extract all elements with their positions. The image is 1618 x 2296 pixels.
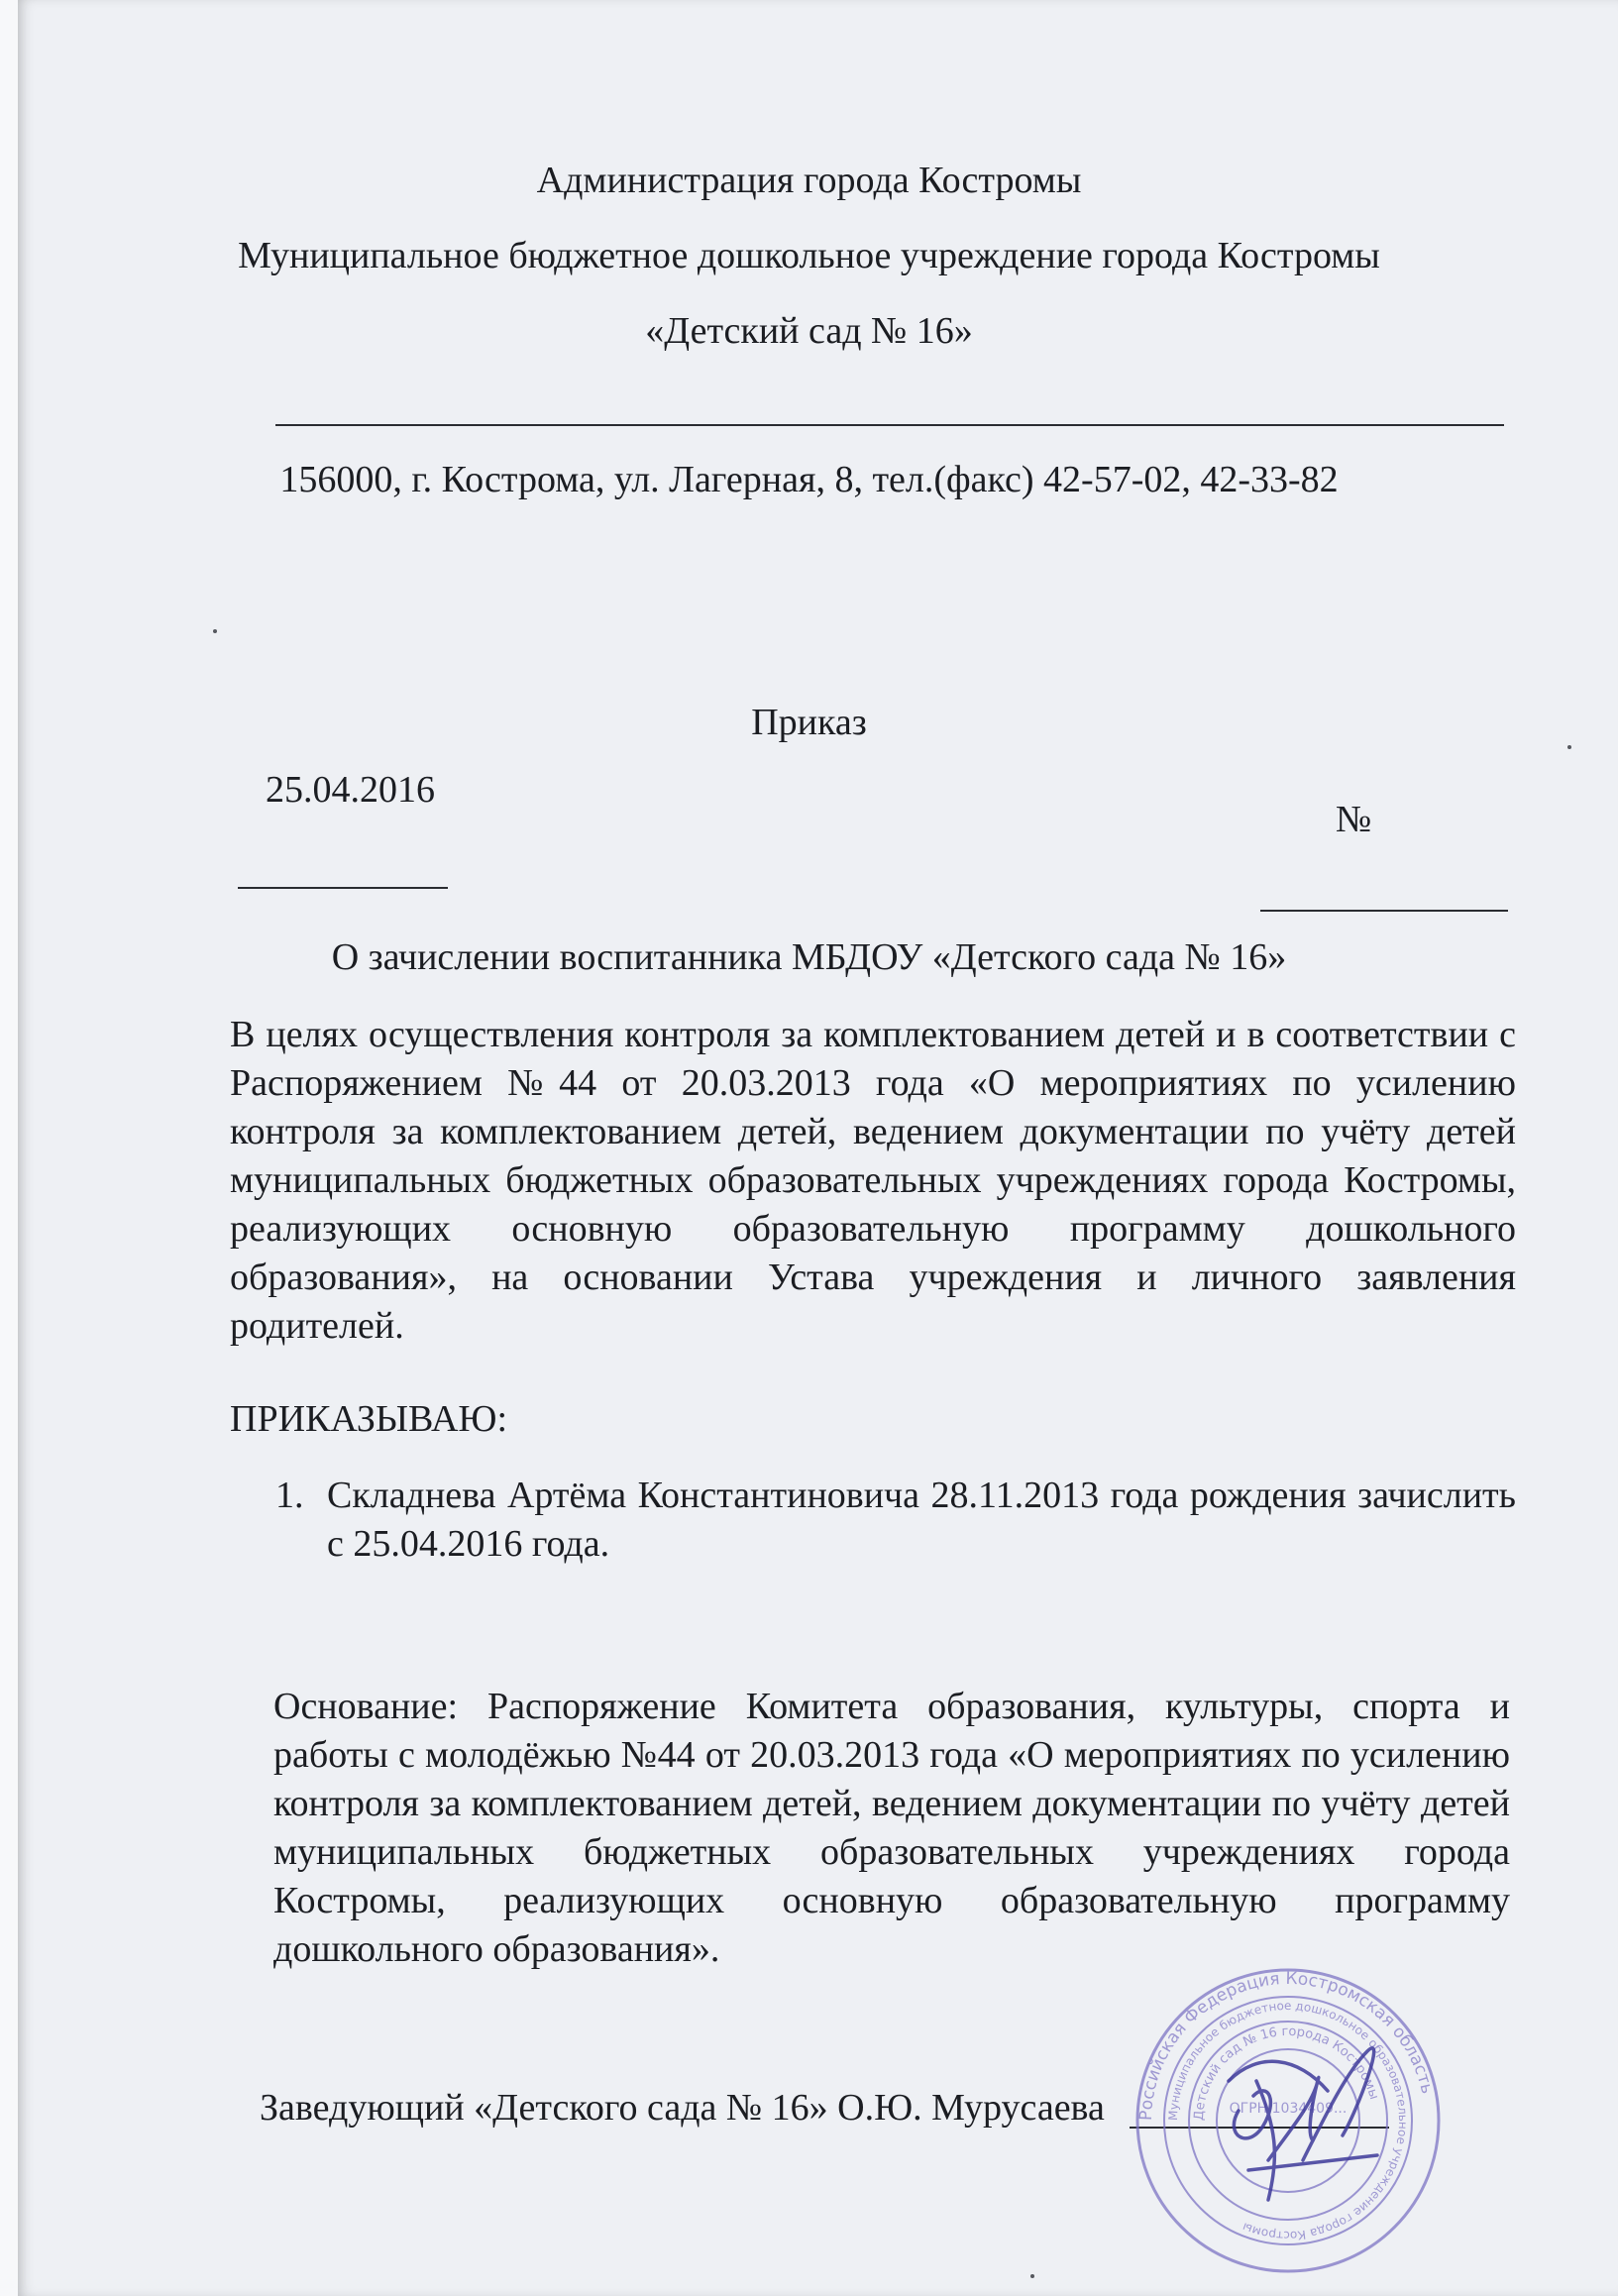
scan-speck — [1567, 745, 1571, 749]
stamp-middle-text: Муниципальное бюджетное дошкольное образовательное учреждение города Костромы — [1165, 1998, 1411, 2243]
stamp-ogrn: ОГРН 1034409... — [1229, 2101, 1348, 2117]
order-number-label: № — [1336, 799, 1372, 840]
date-blank-line — [238, 887, 448, 889]
signature-line: Заведующий «Детского сада № 16» О.Ю. Мурусаева — [260, 2087, 1105, 2129]
header-divider — [275, 424, 1504, 426]
list-item — [275, 1472, 1516, 1569]
official-stamp — [1130, 1962, 1447, 2279]
list-item-number: 1. — [275, 1475, 304, 1516]
list-item-text: Складнева Артёма Константиновича 28.11.2013 года рождения зачислить с 25.04.2016 года. — [327, 1475, 1516, 1565]
administration-heading: Администрация города Костромы — [536, 160, 1082, 201]
order-basis: Основание: Распоряжение Комитета образования, культуры, спорта и работы с молодёжью №44 от 20.03.2013 года «О мероприятиях по усилению контроля за комплектованием детей, ведением документации по учёту детей муниципальных бюджетных образовательных учреждениях города Костромы, реализующих основную образовательную программу дошкольного образования». — [273, 1686, 1510, 1970]
stamp-outer-text: Российская Федерация Костромская область — [1135, 1968, 1438, 2122]
institution-heading: Муниципальное бюджетное дошкольное учреждение города Костромы — [238, 235, 1380, 276]
order-word: ПРИКАЗЫВАЮ: — [230, 1398, 508, 1440]
number-blank-line — [1260, 910, 1508, 912]
stamp-inner-text: Детский сад № 16 города Костромы — [1191, 2023, 1382, 2122]
address-line: 156000, г. Кострома, ул. Лагерная, 8, тел.(факс) 42-57-02, 42-33-82 — [279, 459, 1339, 500]
order-preamble: В целях осуществления контроля за комплектованием детей и в соответствии с Распоряжением №44 от 20.03.2013 года «О мероприятиях по усилению контроля за комплектованием детей, ведением документации по учёту детей муниципальных бюджетных образовательных учреждениях города Костромы, реализующих основную образовательную программу дошкольного образования», на основании Устава учреждения и личного заявления родителей. — [230, 1014, 1516, 1347]
order-title: Приказ — [751, 702, 867, 743]
order-subject: О зачислении воспитанника МБДОУ «Детского сада № 16» — [331, 936, 1287, 978]
scan-speck — [1030, 2274, 1034, 2278]
scan-speck — [213, 629, 217, 633]
kindergarten-heading: «Детский сад № 16» — [645, 310, 973, 352]
order-date: 25.04.2016 — [266, 769, 435, 811]
